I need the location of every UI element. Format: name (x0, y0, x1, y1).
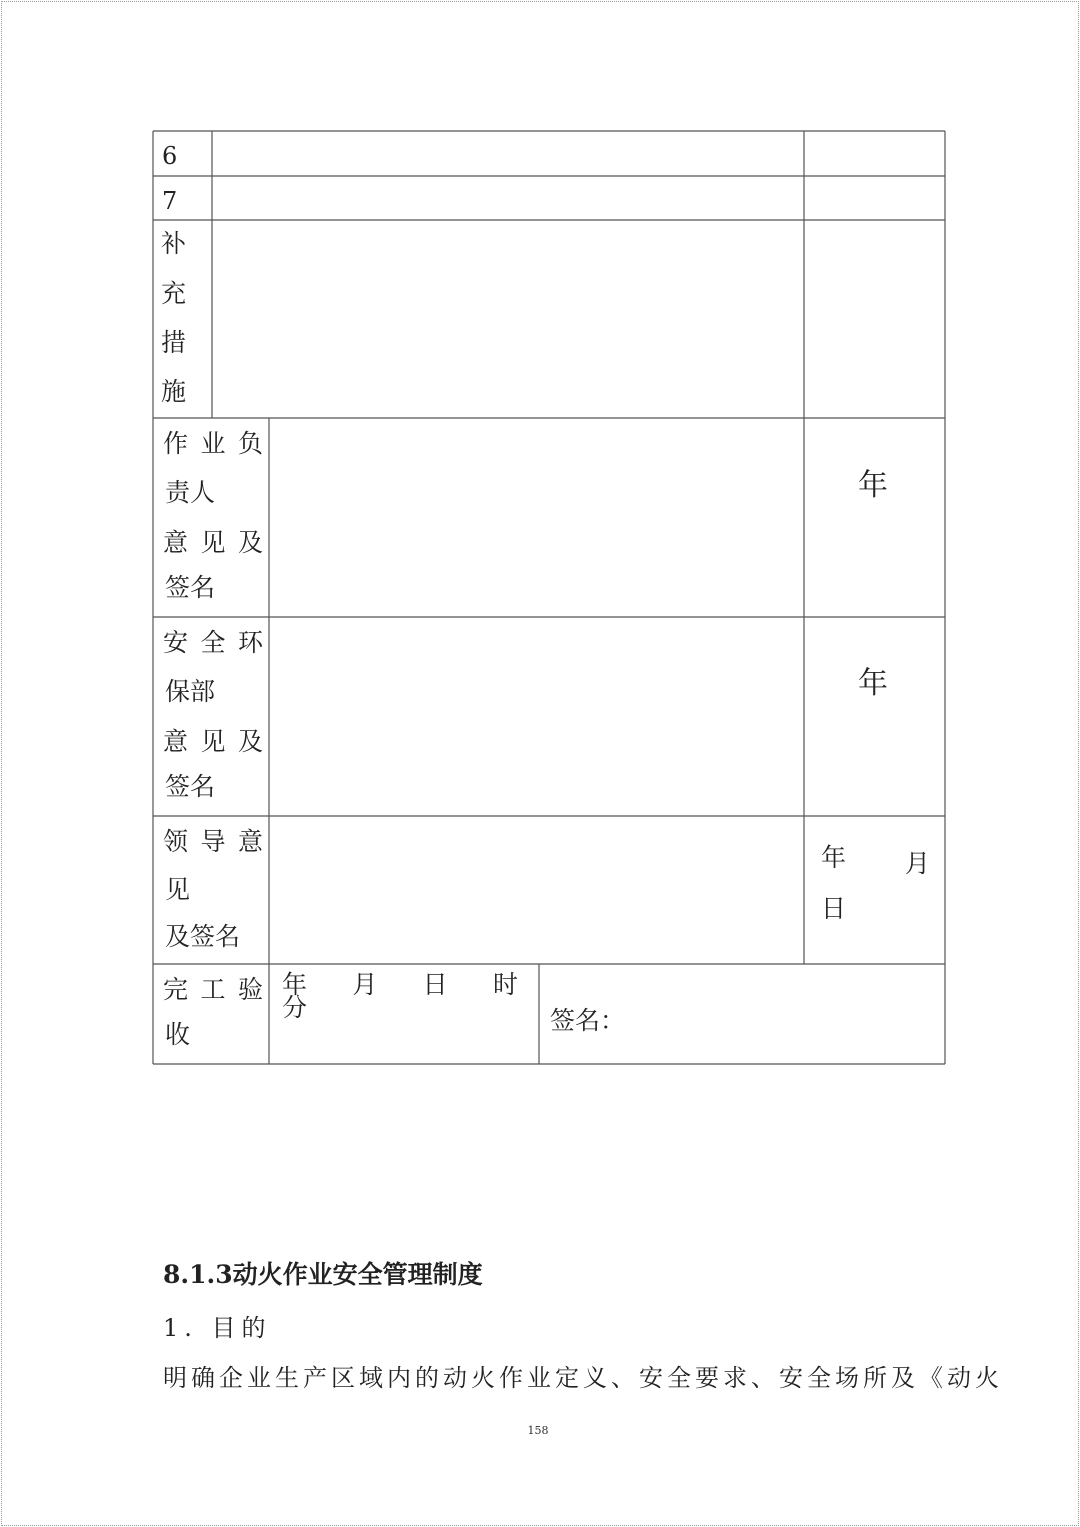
work-leader-label-line2: 责人 (165, 478, 216, 507)
work-leader-opinion-field[interactable] (271, 420, 802, 615)
completion-time-year: 年 (282, 970, 308, 999)
section-title: 8.1.3动火作业安全管理制度 (163, 1260, 483, 1289)
safety-dept-label-line4: 签名 (165, 772, 216, 801)
supplement-measures-field[interactable] (214, 222, 802, 416)
leader-char-2: 导 (200, 827, 226, 856)
safety-dept-char-1: 安 (163, 628, 189, 657)
item-1-heading: 1. 目的 (163, 1314, 272, 1342)
supplement-char-1: 补 (161, 229, 187, 258)
completion-label-line1 (163, 975, 263, 1005)
work-leader-char-6: 及 (237, 528, 263, 557)
safety-dept-char-4: 意 (163, 727, 189, 756)
supplement-char-2: 充 (161, 279, 187, 308)
work-leader-char-1: 作 (163, 429, 189, 458)
completion-time-minute: 分 (282, 993, 308, 1022)
completion-char-2: 工 (200, 975, 226, 1004)
supplement-char-3: 措 (161, 328, 187, 357)
completion-time-day: 日 (422, 970, 448, 999)
leader-opinion-field[interactable] (271, 818, 802, 962)
completion-char-3: 验 (237, 975, 263, 1004)
safety-dept-opinion-field[interactable] (271, 619, 802, 814)
work-leader-date-year: 年 (858, 468, 888, 503)
completion-time-month: 月 (352, 970, 378, 999)
safety-dept-label-line3 (163, 727, 263, 757)
supplement-char-4: 施 (161, 377, 187, 406)
leader-date-month: 月 (905, 849, 931, 878)
safety-dept-char-3: 环 (237, 628, 263, 657)
leader-label-line1 (163, 827, 263, 857)
work-leader-label-line3 (163, 528, 263, 558)
safety-dept-date-year: 年 (858, 666, 888, 701)
completion-char-1: 完 (163, 975, 189, 1004)
work-leader-char-4: 意 (163, 528, 189, 557)
completion-signature-label: 签名： (550, 1006, 626, 1035)
leader-label-line3: 及签名 (165, 922, 241, 951)
completion-time-hour: 时 (492, 970, 518, 999)
completion-signature-field[interactable] (650, 990, 930, 1050)
completion-time-line[interactable] (282, 970, 518, 1000)
row-6-number: 6 (162, 142, 178, 170)
work-leader-char-2: 业 (200, 429, 226, 458)
leader-label-line2: 见 (165, 875, 191, 904)
item-1-body-text: 明确企业生产区域内的动火作业定义、安全要求、安全场所及《动火 (163, 1364, 1003, 1392)
work-leader-char-3: 负 (237, 429, 263, 458)
leader-date-day: 日 (821, 894, 847, 923)
leader-date-year: 年 (821, 843, 847, 872)
completion-label-line2: 收 (165, 1020, 191, 1049)
work-leader-label-line4: 签名 (165, 573, 216, 602)
safety-dept-char-6: 及 (237, 727, 263, 756)
safety-dept-label-line2: 保部 (165, 677, 216, 706)
work-leader-label-line1 (163, 429, 263, 459)
row-7-number: 7 (162, 187, 178, 215)
safety-dept-char-5: 见 (200, 727, 226, 756)
leader-char-3: 意 (237, 827, 263, 856)
work-leader-char-5: 见 (200, 528, 226, 557)
leader-char-1: 领 (163, 827, 189, 856)
safety-dept-label-line1 (163, 628, 263, 658)
safety-dept-char-2: 全 (200, 628, 226, 657)
page-number: 158 (527, 1424, 549, 1437)
